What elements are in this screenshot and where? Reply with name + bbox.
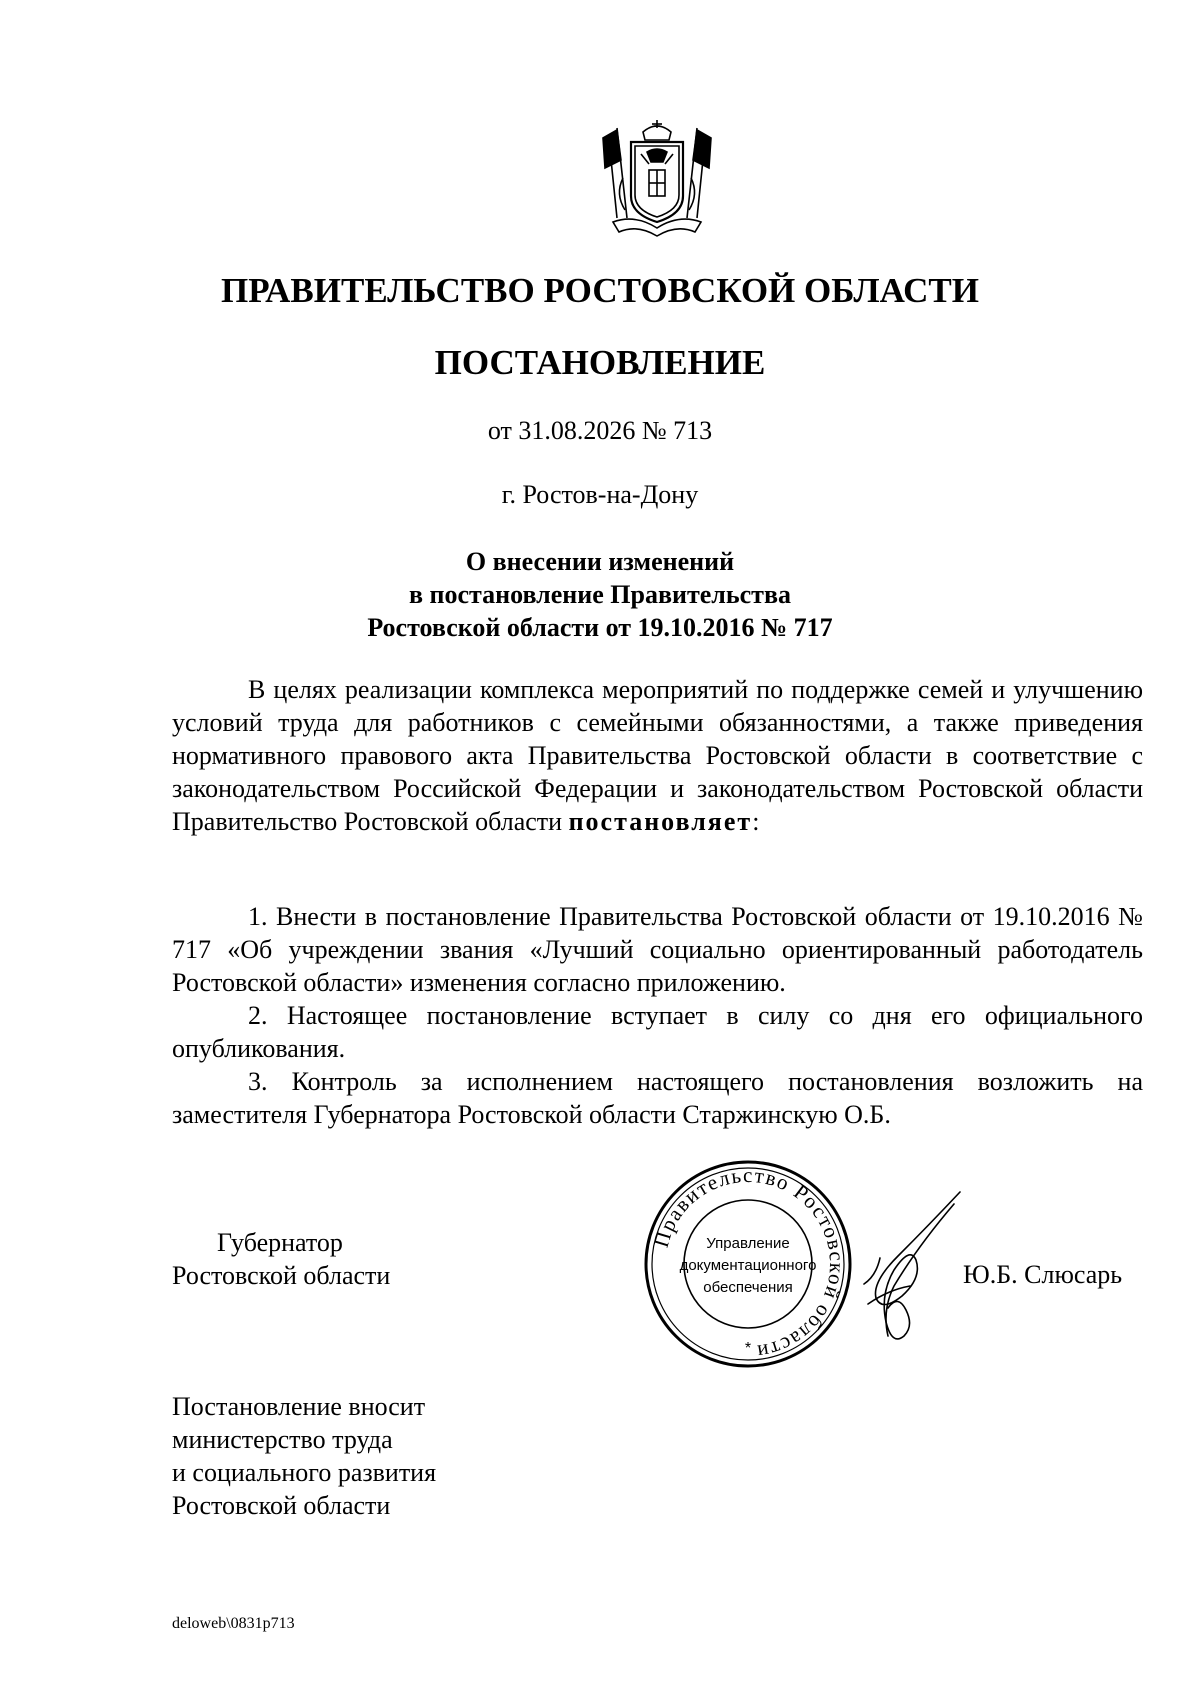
preamble-text: В целях реализации комплекса мероприятий по поддержке семей и улучшению условий труда для работников с семейными обязанностями, а также приведения нормативного правового акта Правительства Ростовской области в соответствие с законодательством Российской Федерации и законодательством Ростовской области Правительство Ростовской области	[172, 675, 1143, 836]
resolves-word: постановляет	[568, 807, 753, 836]
document-city: г. Ростов-на-Дону	[501, 480, 699, 509]
seal-line: документационного	[679, 1257, 817, 1274]
submitting-ministry	[172, 1390, 436, 1522]
handwritten-signature	[858, 1186, 968, 1358]
document-type: ПОСТАНОВЛЕНИЕ	[434, 343, 766, 382]
seal-star: *	[744, 1340, 752, 1357]
resolution-item: 2. Настоящее постановление вступает в силу со дня его официального опубликования.	[172, 1001, 1143, 1063]
submitter-line: и социального развития	[172, 1458, 437, 1487]
coat-of-arms-icon	[595, 118, 719, 240]
subject-line: О внесении изменений	[465, 547, 735, 576]
signatory-title-line: Губернатор	[217, 1228, 343, 1257]
preamble-colon: :	[752, 807, 760, 836]
preamble	[172, 673, 1143, 838]
submitter-line: Ростовской области	[172, 1491, 391, 1520]
preamble-paragraph	[172, 673, 1143, 838]
signatory-title	[172, 1226, 390, 1292]
document-date-number: от 31.08.2026 № 713	[487, 416, 713, 445]
file-code: deloweb\0831p713	[172, 1615, 295, 1632]
organization-title: ПРАВИТЕЛЬСТВО РОСТОВСКОЙ ОБЛАСТИ	[221, 271, 979, 310]
resolution-item: 3. Контроль за исполнением настоящего постановления возложить на заместителя Губернатора Ростовской области Старжинскую О.Б.	[172, 1067, 1143, 1129]
subject-line: в постановление Правительства	[408, 580, 791, 609]
subject-line: Ростовской области от 19.10.2016 № 717	[367, 613, 833, 642]
official-seal	[642, 1158, 854, 1370]
seal-ring-text: Правительство Ростовской области	[648, 1162, 850, 1365]
seal-line: Управление	[706, 1235, 790, 1252]
seal-line: обеспечения	[703, 1279, 793, 1296]
submitter-line: министерство труда	[172, 1425, 393, 1454]
submitter-line: Постановление вносит	[172, 1392, 426, 1421]
signatory-title-line: Ростовской области	[172, 1261, 391, 1290]
signatory-name: Ю.Б. Слюсарь	[963, 1260, 1123, 1289]
document-subject	[0, 545, 1200, 644]
resolution-items	[172, 900, 1143, 1131]
resolution-item: 1. Внести в постановление Правительства Ростовской области от 19.10.2016 № 717 «Об учреждении звания «Лучший социально ориентированный работодатель Ростовской области» изменения согласно приложению.	[172, 902, 1143, 997]
